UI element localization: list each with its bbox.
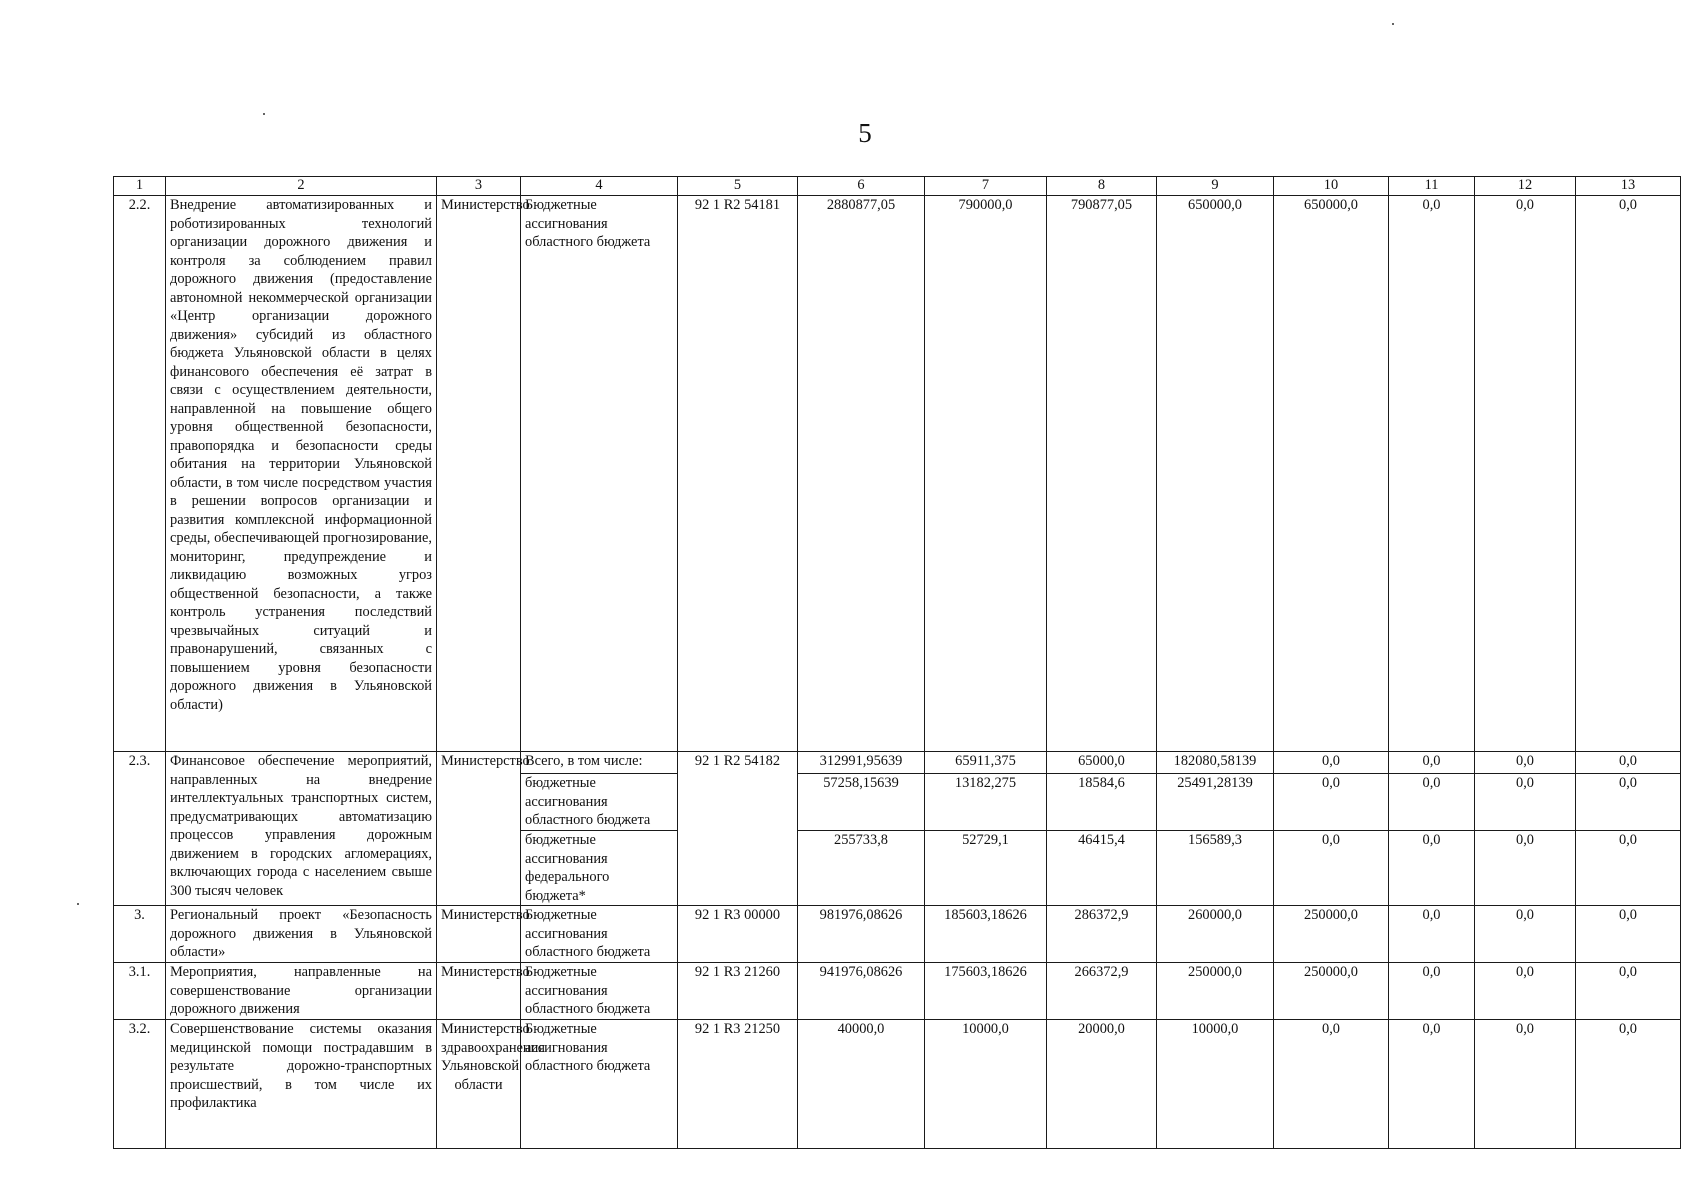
- budget-code: 92 1 R3 21250: [678, 1020, 798, 1149]
- budget-code: 92 1 R2 54181: [678, 196, 798, 752]
- measure-name: Региональный проект «Безопасность дорожного движения в Ульяновской области»: [166, 906, 437, 963]
- budget-code: 92 1 R3 00000: [678, 906, 798, 963]
- page-number: 5: [858, 118, 872, 148]
- value-cell: 266372,9: [1047, 963, 1157, 1020]
- value-cell: 0,0: [1475, 1020, 1576, 1149]
- column-number: 1: [114, 177, 166, 196]
- value-cell: 650000,0: [1157, 196, 1274, 752]
- table-row: [114, 196, 1681, 752]
- value-cell: 0,0: [1274, 831, 1389, 906]
- measure-name: Финансовое обеспечение мероприятий, направленных на внедрение интеллектуальных транспортных систем, предусматривающих автоматизацию процессов управления дорожным движением в городских агломерациях, включающих города с населением свыше 300 тысяч человек: [166, 752, 437, 906]
- value-cell: 0,0: [1576, 963, 1681, 1020]
- value-cell: 312991,95639: [798, 752, 925, 774]
- value-cell: 0,0: [1576, 196, 1681, 752]
- column-number: 4: [521, 177, 678, 196]
- value-cell: 0,0: [1576, 906, 1681, 963]
- column-number: 13: [1576, 177, 1681, 196]
- table-row: [114, 963, 1681, 1020]
- value-cell: 52729,1: [925, 831, 1047, 906]
- value-cell: 0,0: [1389, 752, 1475, 774]
- column-number: 12: [1475, 177, 1576, 196]
- value-cell: 0,0: [1475, 752, 1576, 774]
- value-cell: 0,0: [1274, 752, 1389, 774]
- column-number: 6: [798, 177, 925, 196]
- measure-name: Совершенствование системы оказания медицинской помощи пострадавшим в результате дорожно-транспортных происшествий, в том числе их профилактика: [166, 1020, 437, 1149]
- budget-code: 92 1 R2 54182: [678, 752, 798, 906]
- value-cell: 185603,18626: [925, 906, 1047, 963]
- value-cell: 0,0: [1576, 1020, 1681, 1149]
- value-cell: 20000,0: [1047, 1020, 1157, 1149]
- value-cell: 0,0: [1576, 752, 1681, 774]
- column-number-row: [114, 177, 1681, 196]
- scan-speck: [263, 113, 265, 115]
- scan-speck: [77, 903, 79, 905]
- value-cell: 0,0: [1475, 196, 1576, 752]
- row-number: 3.: [114, 906, 166, 963]
- column-number: 10: [1274, 177, 1389, 196]
- column-number: 2: [166, 177, 437, 196]
- funding-source: Бюджетные ассигнования областного бюджета: [521, 906, 678, 963]
- value-cell: 13182,275: [925, 774, 1047, 831]
- column-number: 3: [437, 177, 521, 196]
- value-cell: 0,0: [1389, 906, 1475, 963]
- value-cell: 650000,0: [1274, 196, 1389, 752]
- column-number: 7: [925, 177, 1047, 196]
- value-cell: 250000,0: [1157, 963, 1274, 1020]
- row-number: 3.2.: [114, 1020, 166, 1149]
- value-cell: 250000,0: [1274, 906, 1389, 963]
- row-number: 3.1.: [114, 963, 166, 1020]
- funding-source: Бюджетные ассигнования областного бюджета: [521, 963, 678, 1020]
- value-cell: 941976,08626: [798, 963, 925, 1020]
- value-cell: 40000,0: [798, 1020, 925, 1149]
- value-cell: 0,0: [1274, 1020, 1389, 1149]
- column-number: 9: [1157, 177, 1274, 196]
- value-cell: 156589,3: [1157, 831, 1274, 906]
- value-cell: 286372,9: [1047, 906, 1157, 963]
- value-cell: 0,0: [1389, 196, 1475, 752]
- budget-code: 92 1 R3 21260: [678, 963, 798, 1020]
- value-cell: 260000,0: [1157, 906, 1274, 963]
- value-cell: 10000,0: [1157, 1020, 1274, 1149]
- value-cell: 10000,0: [925, 1020, 1047, 1149]
- row-number: 2.3.: [114, 752, 166, 906]
- measure-name: Внедрение автоматизированных и роботизированных технологий организации дорожного движения и контроля за соблюдением правил дорожного движения (предоставление автономной некоммерческой организации «Центр организации дорожного движения» субсидий из областного бюджета Ульяновской области в целях финансового обеспечения её затрат в связи с осуществлением деятельности, направленной на повышение общего уровня общественной безопасности, правопорядка и безопасности среды обитания на территории Ульяновской области, в том числе посредством участия в решении вопросов организации и развития комплексной информационной среды, обеспечивающей прогнозирование, мониторинг, предупреждение и ликвидацию возможных угроз общественной безопасности, а также контроль устранения последствий чрезвычайных ситуаций и правонарушений, связанных с повышением уровня безопасности дорожного движения в Ульяновской области): [166, 196, 437, 752]
- table-row: [114, 1020, 1681, 1149]
- value-cell: 255733,8: [798, 831, 925, 906]
- executor: Министерство: [437, 752, 521, 906]
- executor: Министерство: [437, 963, 521, 1020]
- value-cell: 0,0: [1576, 831, 1681, 906]
- value-cell: 790000,0: [925, 196, 1047, 752]
- value-cell: 2880877,05: [798, 196, 925, 752]
- executor: Министерство: [437, 906, 521, 963]
- value-cell: 0,0: [1475, 963, 1576, 1020]
- row-number: 2.2.: [114, 196, 166, 752]
- value-cell: 0,0: [1389, 774, 1475, 831]
- funding-source: Бюджетные ассигнования областного бюджета: [521, 1020, 678, 1149]
- table-row: [114, 752, 1681, 774]
- column-number: 11: [1389, 177, 1475, 196]
- value-cell: 182080,58139: [1157, 752, 1274, 774]
- value-cell: 57258,15639: [798, 774, 925, 831]
- funding-source: Всего, в том числе:: [521, 752, 678, 774]
- value-cell: 65911,375: [925, 752, 1047, 774]
- value-cell: 175603,18626: [925, 963, 1047, 1020]
- funding-source: бюджетные ассигнования федерального бюджета*: [521, 831, 678, 906]
- value-cell: 0,0: [1475, 774, 1576, 831]
- value-cell: 65000,0: [1047, 752, 1157, 774]
- funding-source: бюджетные ассигнования областного бюджета: [521, 774, 678, 831]
- value-cell: 250000,0: [1274, 963, 1389, 1020]
- value-cell: 0,0: [1475, 831, 1576, 906]
- value-cell: 25491,28139: [1157, 774, 1274, 831]
- value-cell: 981976,08626: [798, 906, 925, 963]
- value-cell: 0,0: [1389, 963, 1475, 1020]
- value-cell: 0,0: [1389, 831, 1475, 906]
- value-cell: 0,0: [1576, 774, 1681, 831]
- funding-source: Бюджетные ассигнования областного бюджета: [521, 196, 678, 752]
- scan-speck: [1392, 23, 1394, 25]
- value-cell: 46415,4: [1047, 831, 1157, 906]
- value-cell: 0,0: [1389, 1020, 1475, 1149]
- budget-table: [113, 176, 1681, 1149]
- column-number: 5: [678, 177, 798, 196]
- executor: Министерство: [437, 196, 521, 752]
- table-row: [114, 906, 1681, 963]
- measure-name: Мероприятия, направленные на совершенствование организации дорожного движения: [166, 963, 437, 1020]
- value-cell: 0,0: [1475, 906, 1576, 963]
- executor: Министерство здравоохранения Ульяновской области: [437, 1020, 521, 1149]
- value-cell: 18584,6: [1047, 774, 1157, 831]
- value-cell: 790877,05: [1047, 196, 1157, 752]
- value-cell: 0,0: [1274, 774, 1389, 831]
- column-number: 8: [1047, 177, 1157, 196]
